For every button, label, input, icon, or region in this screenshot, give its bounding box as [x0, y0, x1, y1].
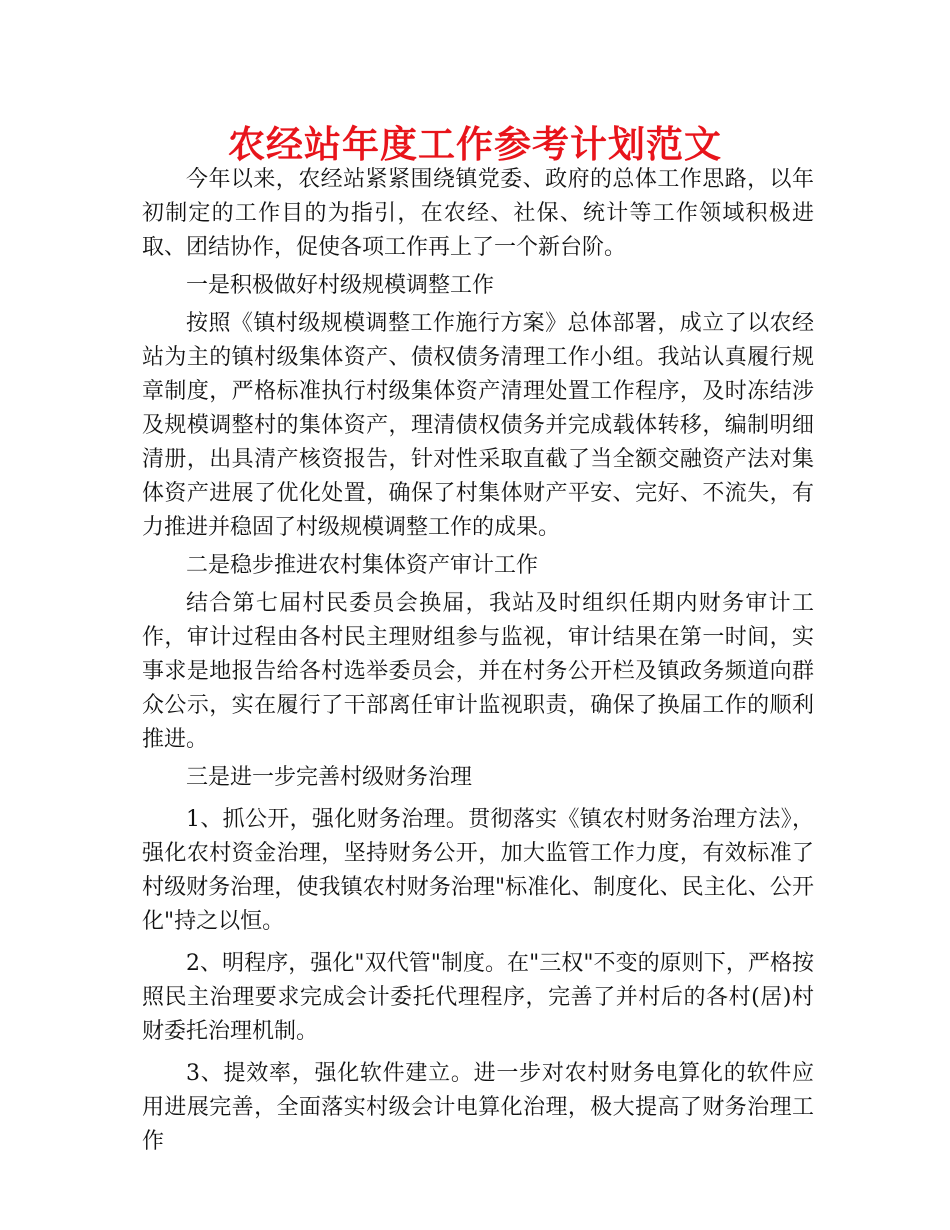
section-heading-3: 三是进一步完善村级财务治理 — [186, 765, 473, 790]
section-paragraph-2: 结合第七届村民委员会换届，我站及时组织任期内财务审计工作，审计过程由各村民主理财组参与监视，审计结果在第一时间，实事求是地报告给各村选举委员会，并在村务公开栏及镇政务频道向群众公示，实在履行了干部离任审计监视职责，确保了换届工作的顺利推进。 — [142, 591, 814, 752]
list-item-1: 1、抓公开，强化财务治理。贯彻落实《镇农村财务治理方法》，强化农村资金治理，坚持财务公开，加大监管工作力度，有效标准了村级财务治理，使我镇农村财务治理"标准化、制度化、民主化、公开化"持之以恒。 — [142, 807, 814, 934]
intro-paragraph: 今年以来，农经站紧紧围绕镇党委、政府的总体工作思路，以年初制定的工作目的为指引，在农经、社保、统计等工作领域积极进取、团结协作，促使各项工作再上了一个新台阶。 — [142, 167, 814, 260]
section-paragraph-1: 按照《镇村级规模调整工作施行方案》总体部署，成立了以农经站为主的镇村级集体资产、债权债务清理工作小组。我站认真履行规章制度，严格标准执行村级集体资产清理处置工作程序，及时冻结涉及规模调整村的集体资产，理清债权债务并完成载体转移，编制明细清册，出具清产核资报告，针对性采取直截了当全额交融资产法对集体资产进展了优化处置，确保了村集体财产平安、完好、不流失，有力推进并稳固了村级规模调整工作的成果。 — [142, 311, 814, 540]
list-item-2: 2、明程序，强化"双代管"制度。在"三权"不变的原则下，严格按照民主治理要求完成会计委托代理程序，完善了并村后的各村(居)村财委托治理机制。 — [142, 951, 814, 1044]
list-item-3: 3、提效率，强化软件建立。进一步对农村财务电算化的软件应用进展完善，全面落实村级会计电算化治理，极大提高了财务治理工作 — [142, 1061, 814, 1154]
document-body — [142, 163, 814, 1159]
section-heading-2: 二是稳步推进农村集体资产审计工作 — [186, 553, 539, 578]
document-title: 农经站年度工作参考计划范文 — [228, 123, 722, 166]
section-heading-1: 一是积极做好村级规模调整工作 — [186, 273, 495, 298]
